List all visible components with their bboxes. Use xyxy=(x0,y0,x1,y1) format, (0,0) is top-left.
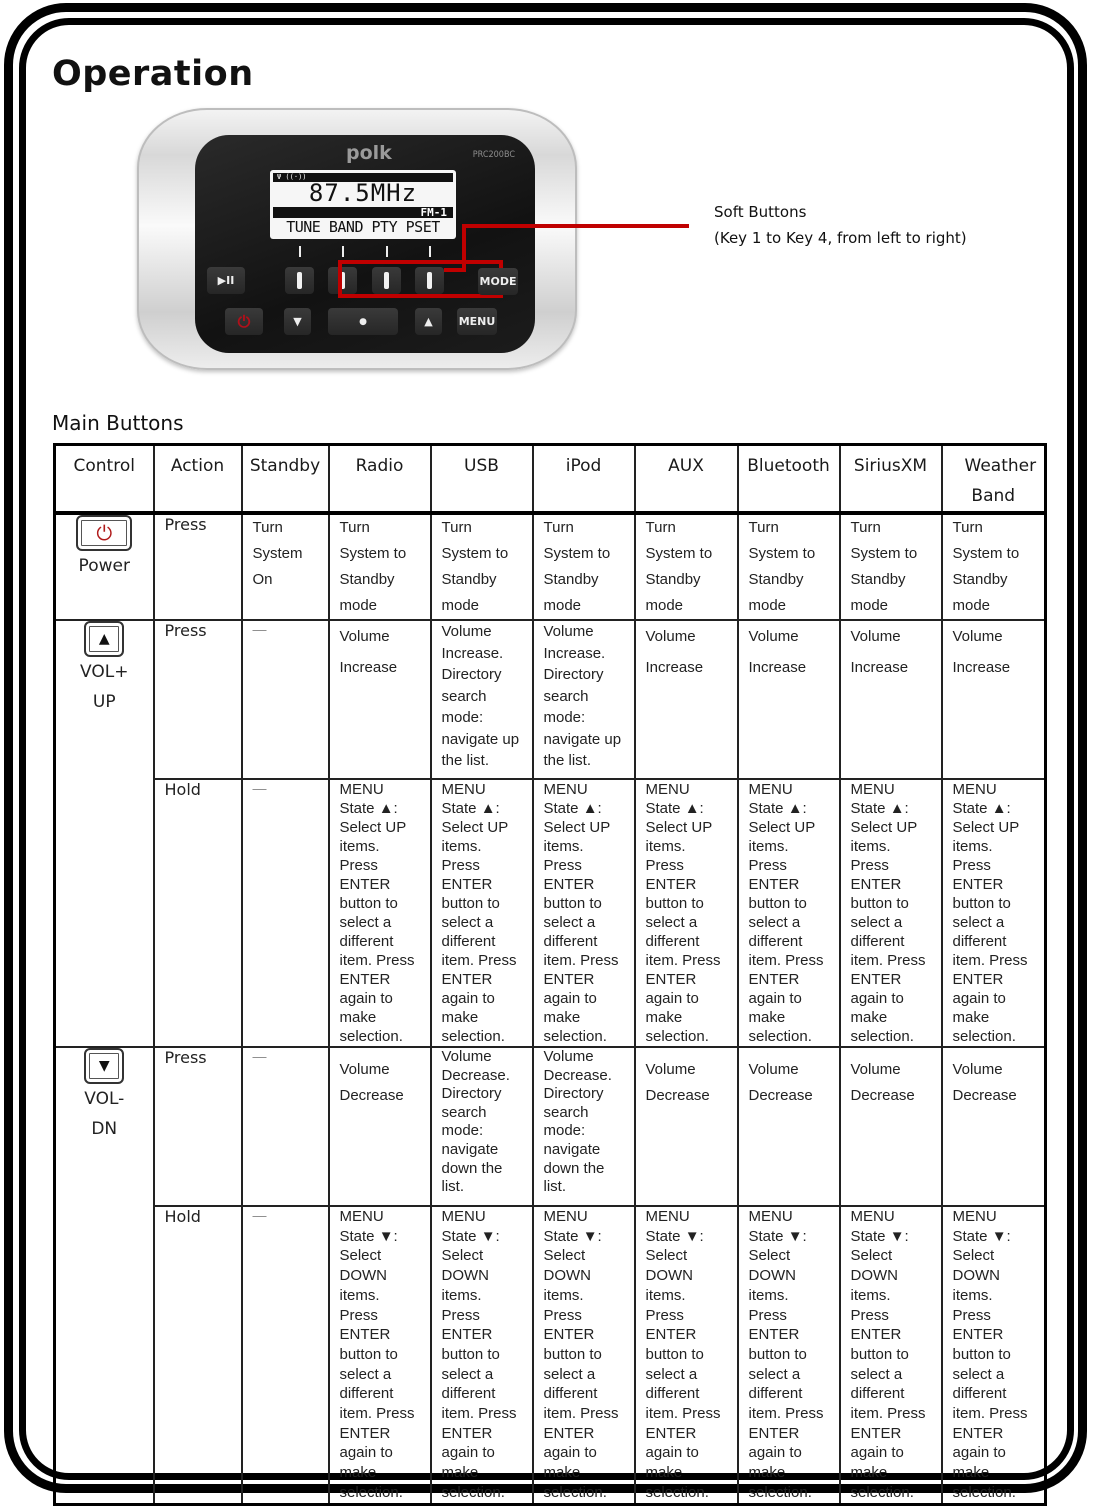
triangle-down-icon: ▼ xyxy=(293,315,302,328)
cell-siriusxm: Turn System to Standby mode xyxy=(840,513,942,620)
triangle-down-icon: ▼ xyxy=(98,1058,110,1074)
triangle-up-icon: ▲ xyxy=(98,631,110,647)
lcd-soft-labels: TUNE BAND PTY PSET xyxy=(286,218,440,236)
col-header-weather-band: Weather Band xyxy=(942,445,1046,514)
table-row-voldn-hold xyxy=(55,1206,1046,1504)
cell-weather-band: Volume Increase xyxy=(942,620,1046,779)
soft-buttons-callout xyxy=(714,199,967,251)
cell-radio: MENU State ▲: Select UP items. Press ENTER button to select a different item. Press ENTER again to make selection. xyxy=(329,779,431,1047)
section-title: Main Buttons xyxy=(52,411,184,435)
cell-usb: Turn System to Standby mode xyxy=(431,513,533,620)
lcd-status-bar: Ψ ((·)) xyxy=(273,173,453,182)
action-cell: Press xyxy=(154,513,242,620)
cell-ipod: Volume Increase. Directory search mode: navigate up the list. xyxy=(533,620,635,779)
col-header-control: Control xyxy=(55,445,154,514)
cell-aux: Volume Increase xyxy=(635,620,738,779)
cell-weather-band: Turn System to Standby mode xyxy=(942,513,1046,620)
cell-standby: — xyxy=(242,1206,329,1504)
cell-ipod: Volume Decrease. Directory search mode: navigate down the list. xyxy=(533,1047,635,1206)
table-row-volup-hold xyxy=(55,779,1046,1047)
cell-usb: MENU State ▲: Select UP items. Press ENTER button to select a different item. Press ENTER again to make selection. xyxy=(431,779,533,1047)
cell-aux: Volume Decrease xyxy=(635,1047,738,1206)
callout-title: Soft Buttons xyxy=(714,203,807,221)
power-icon: ⏻ xyxy=(96,521,113,545)
cell-bluetooth: Turn System to Standby mode xyxy=(738,513,840,620)
col-header-radio: Radio xyxy=(329,445,431,514)
control-label: UP xyxy=(92,692,116,712)
cell-ipod: MENU State ▲: Select UP items. Press ENTER button to select a different item. Press ENTER again to make selection. xyxy=(533,779,635,1047)
device-faceplate xyxy=(195,135,535,353)
dot-icon: ● xyxy=(359,316,367,327)
table-row-volup-press xyxy=(55,620,1046,779)
col-header-standby: Standby xyxy=(242,445,329,514)
cell-usb: MENU State ▼: Select DOWN items. Press ENTER button to select a different item. Press ENTER again to make selection. xyxy=(431,1206,533,1504)
cell-siriusxm: Volume Increase xyxy=(840,620,942,779)
enter-button[interactable] xyxy=(328,308,398,335)
lcd-band: FM-1 xyxy=(273,207,453,218)
cell-aux: MENU State ▲: Select UP items. Press ENTER button to select a different item. Press ENTER again to make selection. xyxy=(635,779,738,1047)
col-header-ipod: iPod xyxy=(533,445,635,514)
model-label: PRC200BC xyxy=(472,150,515,160)
table-row-power-press xyxy=(55,513,1046,620)
cell-bluetooth: Volume Increase xyxy=(738,620,840,779)
action-cell: Press xyxy=(154,620,242,779)
up-button[interactable] xyxy=(415,308,442,335)
soft-key-tick-4 xyxy=(429,246,431,257)
action-cell: Hold xyxy=(154,779,242,1047)
cell-siriusxm: MENU State ▲: Select UP items. Press ENTER button to select a different item. Press ENTER again to make selection. xyxy=(840,779,942,1047)
cell-standby: Turn System On xyxy=(242,513,329,620)
cell-ipod: Turn System to Standby mode xyxy=(533,513,635,620)
cell-usb: Volume Decrease. Directory search mode: navigate down the list. xyxy=(431,1047,533,1206)
action-cell: Press xyxy=(154,1047,242,1206)
control-power xyxy=(55,513,154,620)
main-buttons-table xyxy=(53,443,1047,1506)
down-button[interactable] xyxy=(284,308,311,335)
control-vol-down xyxy=(55,1047,154,1504)
vol-up-key-graphic xyxy=(84,621,124,657)
control-label: VOL- xyxy=(84,1089,125,1109)
cell-standby: — xyxy=(242,620,329,779)
cell-weather-band: MENU State ▲: Select UP items. Press ENTER button to select a different item. Press ENTER again to make selection. xyxy=(942,779,1046,1047)
control-vol-up xyxy=(55,620,154,1047)
vol-down-key-graphic xyxy=(84,1048,124,1084)
table-row-voldn-press xyxy=(55,1047,1046,1206)
callout-leader-line xyxy=(462,224,466,272)
table-header-row xyxy=(55,445,1046,514)
cell-siriusxm: Volume Decrease xyxy=(840,1047,942,1206)
page-title: Operation xyxy=(52,54,254,94)
brand-logo: polk xyxy=(346,142,392,164)
cell-aux: MENU State ▼: Select DOWN items. Press ENTER button to select a different item. Press ENTER again to make selection. xyxy=(635,1206,738,1504)
cell-radio: MENU State ▼: Select DOWN items. Press ENTER button to select a different item. Press ENTER again to make selection. xyxy=(329,1206,431,1504)
callout-leader-line xyxy=(444,268,466,272)
play-pause-icon: ▶II xyxy=(217,274,235,287)
control-label: VOL+ xyxy=(80,662,129,682)
soft-key-1[interactable] xyxy=(285,267,314,294)
head-unit-illustration xyxy=(137,108,577,370)
cell-usb: Volume Increase. Directory search mode: navigate up the list. xyxy=(431,620,533,779)
cell-radio: Volume Decrease xyxy=(329,1047,431,1206)
cell-standby: — xyxy=(242,1047,329,1206)
cell-radio: Volume Increase xyxy=(329,620,431,779)
lcd-frequency: 87.5MHz xyxy=(308,179,418,207)
lcd-display xyxy=(270,170,456,239)
cell-ipod: MENU State ▼: Select DOWN items. Press ENTER button to select a different item. Press ENTER again to make selection. xyxy=(533,1206,635,1504)
cell-radio: Turn System to Standby mode xyxy=(329,513,431,620)
triangle-up-icon: ▲ xyxy=(424,315,433,328)
col-header-siriusxm: SiriusXM xyxy=(840,445,942,514)
col-header-bluetooth: Bluetooth xyxy=(738,445,840,514)
cell-aux: Turn System to Standby mode xyxy=(635,513,738,620)
power-key-graphic xyxy=(76,515,132,551)
cell-bluetooth: MENU State ▲: Select UP items. Press ENTER button to select a different item. Press ENTER again to make selection. xyxy=(738,779,840,1047)
soft-key-tick-2 xyxy=(342,246,344,257)
play-pause-button[interactable] xyxy=(207,267,245,294)
power-button[interactable] xyxy=(225,308,263,335)
cell-bluetooth: Volume Decrease xyxy=(738,1047,840,1206)
col-header-aux: AUX xyxy=(635,445,738,514)
soft-key-tick-1 xyxy=(299,246,301,257)
cell-weather-band: Volume Decrease xyxy=(942,1047,1046,1206)
control-label: Power xyxy=(78,556,130,576)
col-header-action: Action xyxy=(154,445,242,514)
mode-button[interactable]: MODE xyxy=(478,268,518,295)
soft-key-tick-3 xyxy=(386,246,388,257)
soft-key-bar-icon xyxy=(297,272,302,289)
cell-weather-band: MENU State ▼: Select DOWN items. Press ENTER button to select a different item. Press ENTER again to make selection. xyxy=(942,1206,1046,1504)
menu-button[interactable]: MENU xyxy=(457,308,497,335)
action-cell: Hold xyxy=(154,1206,242,1504)
power-icon: ⏻ xyxy=(237,311,251,331)
control-label: DN xyxy=(91,1119,118,1139)
cell-standby: — xyxy=(242,779,329,1047)
callout-leader-line xyxy=(465,224,689,228)
col-header-usb: USB xyxy=(431,445,533,514)
callout-description: (Key 1 to Key 4, from left to right) xyxy=(714,229,967,247)
cell-siriusxm: MENU State ▼: Select DOWN items. Press ENTER button to select a different item. Press ENTER again to make selection. xyxy=(840,1206,942,1504)
cell-bluetooth: MENU State ▼: Select DOWN items. Press ENTER button to select a different item. Press ENTER again to make selection. xyxy=(738,1206,840,1504)
